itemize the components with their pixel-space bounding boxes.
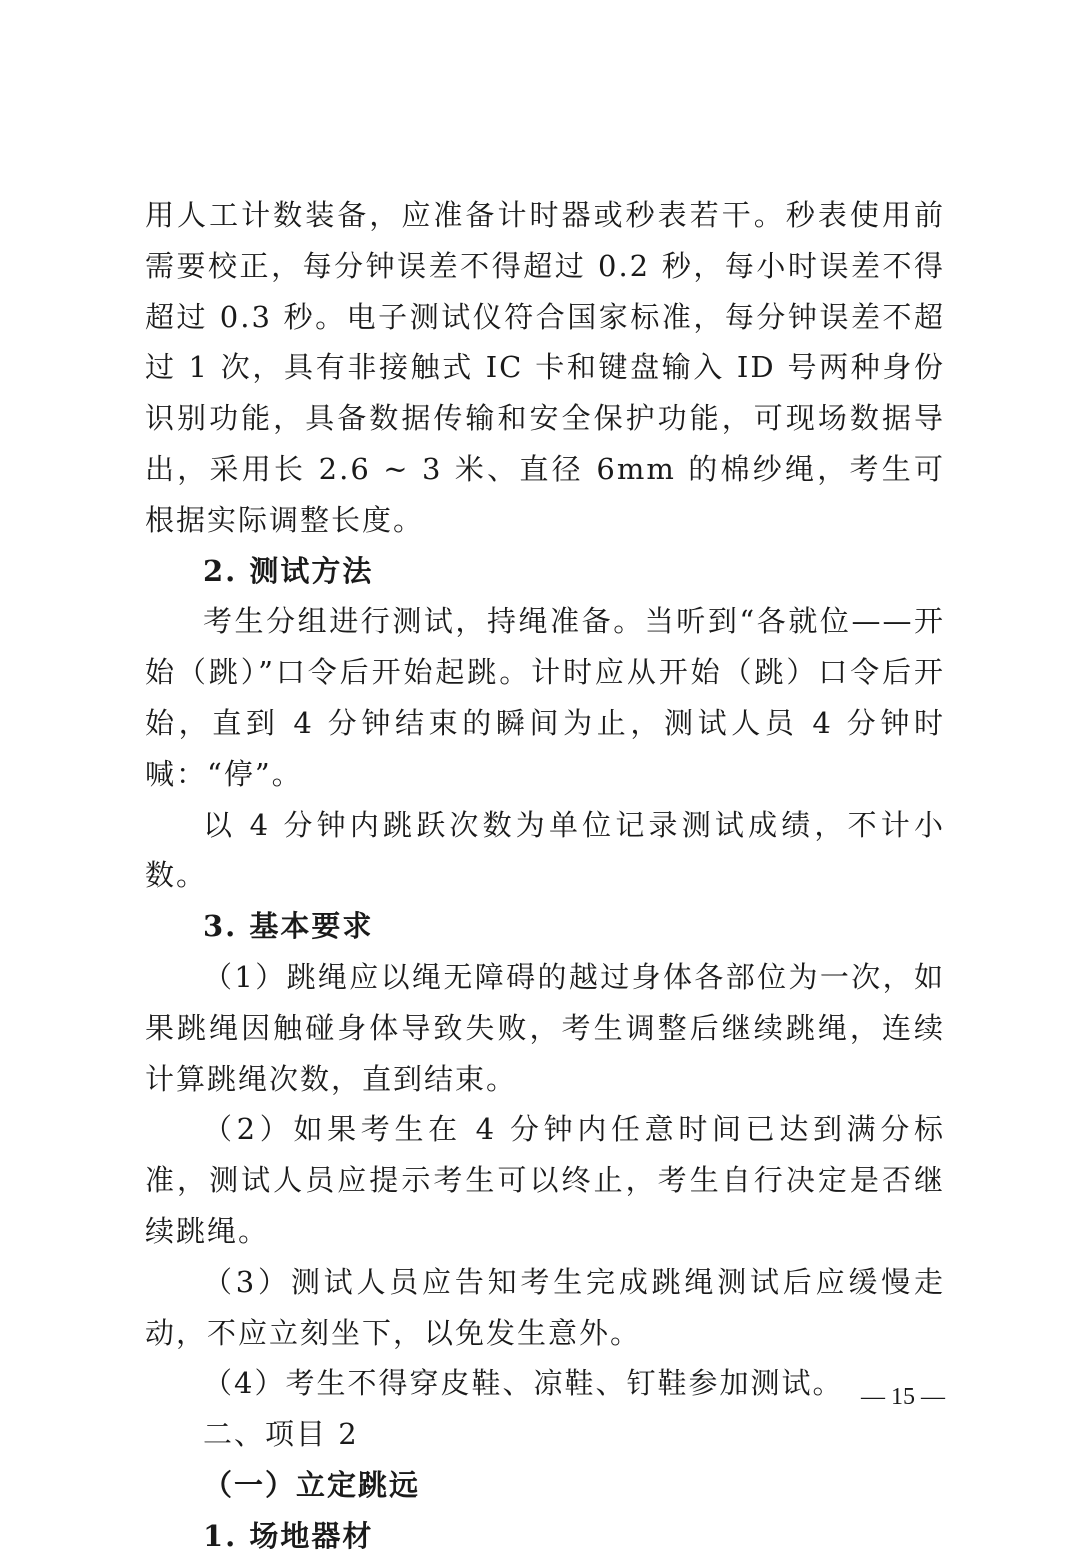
paragraph-test-procedure: 考生分组进行测试，持绳准备。当听到“各就位——开始（跳）”口令后开始起跳。计时应从开始（跳）口令后开始，直到 4 分钟结束的瞬间为止，测试人员 4 分钟时喊：“停”。	[145, 604, 945, 791]
heading-standing-long-jump: （一）立定跳远	[203, 1467, 421, 1502]
heading-test-method: 2. 测试方法	[203, 553, 374, 588]
paragraph-requirement-2: （2）如果考生在 4 分钟内任意时间已达到满分标准，测试人员应提示考生可以终止，考生自行决定是否继续跳绳。	[145, 1112, 945, 1248]
paragraph-requirement-4: （4）考生不得穿皮鞋、凉鞋、钉鞋参加测试。	[203, 1366, 844, 1401]
heading-venue-equipment: 1. 场地器材	[203, 1518, 374, 1553]
paragraph-scoring: 以 4 分钟内跳跃次数为单位记录测试成绩，不计小数。	[145, 807, 945, 893]
paragraph-requirement-1: （1）跳绳应以绳无障碍的越过身体各部位为一次，如果跳绳因触碰身体导致失败，考生调整后继续跳绳，连续计算跳绳次数，直到结束。	[145, 959, 945, 1096]
page-number: — 15 —	[861, 1384, 945, 1410]
paragraph-equipment-continued: 用人工计数装备，应准备计时器或秒表若干。秒表使用前需要校正，每分钟误差不得超过 0.2 秒，每小时误差不得超过 0.3 秒。电子测试仪符合国家标准，每分钟误差不超过 1 次，具有非接触式 IC 卡和键盘输入 ID 号两种身份识别功能，具备数据传输和安全保护功能，可现场数据导出，采用长 2.6 ~ 3 米、直径 6mm 的棉纱绳，考生可根据实际调整长度。	[145, 198, 945, 537]
document-body	[145, 190, 945, 1562]
paragraph-requirement-3: （3）测试人员应告知考生完成跳绳测试后应缓慢走动，不应立刻坐下，以免发生意外。	[145, 1264, 945, 1350]
heading-basic-requirements: 3. 基本要求	[203, 909, 374, 944]
heading-item-2: 二、项目 2	[203, 1417, 359, 1452]
